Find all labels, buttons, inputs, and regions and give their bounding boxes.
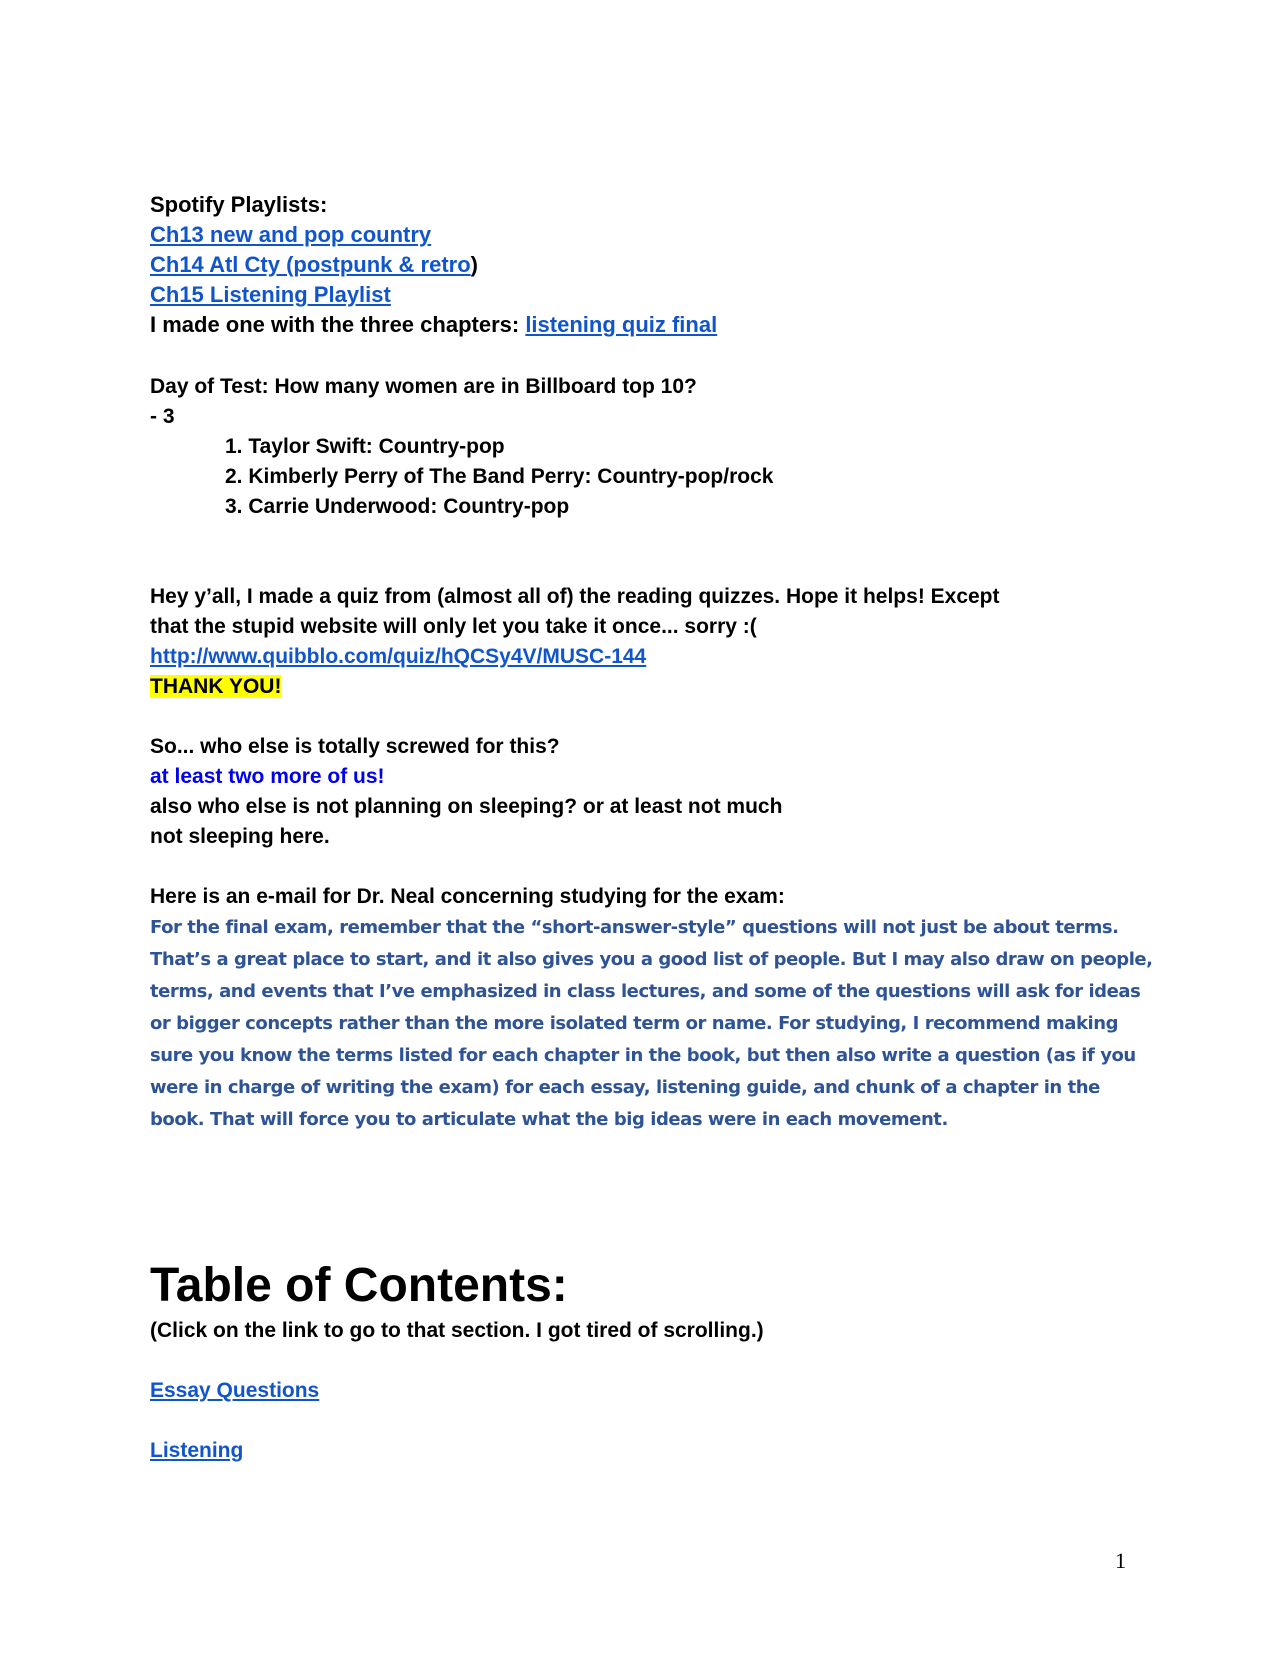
spotify-heading: Spotify Playlists: — [150, 192, 328, 217]
email-line: That’s a great place to start, and it also gives you a good list of people. But I may also draw on people, — [150, 949, 1153, 970]
toc-title: Table of Contents: — [150, 1259, 568, 1312]
listening-quiz-final-link[interactable]: listening quiz final — [525, 312, 718, 337]
email-intro: Here is an e-mail for Dr. Neal concerning studying for the exam: — [150, 885, 785, 908]
email-body — [150, 912, 1153, 1136]
thank-you-highlight: THANK YOU! — [150, 675, 282, 698]
chat-reply-1: at least two more of us! — [150, 765, 385, 788]
billboard-women-list — [150, 432, 1130, 522]
chat-question-2: also who else is not planning on sleeping? or at least not much — [150, 795, 783, 818]
chat-reply-2: not sleeping here. — [150, 825, 330, 848]
list-item: 3. Carrie Underwood: Country-pop — [225, 495, 570, 518]
quiz-note-line-2: that the stupid website will only let you take it once... sorry :( — [150, 615, 757, 638]
ch14-suffix: ) — [470, 252, 478, 277]
quiz-note-line-1: Hey y’all, I made a quiz from (almost all of) the reading quizzes. Hope it helps! Except — [150, 585, 1000, 608]
email-line: terms, and events that I’ve emphasized in class lectures, and some of the questions will ask for ideas — [150, 981, 1141, 1002]
chat-question-1: So... who else is totally screwed for this? — [150, 735, 560, 758]
combined-playlist-label: I made one with the three chapters: — [150, 312, 526, 337]
toc-link-listening[interactable]: Listening — [150, 1439, 244, 1462]
email-line: sure you know the terms listed for each chapter in the book, but then also write a question (as if you — [150, 1045, 1136, 1066]
list-item: 2. Kimberly Perry of The Band Perry: Country-pop/rock — [225, 465, 774, 488]
ch15-playlist-link[interactable]: Ch15 Listening Playlist — [150, 282, 391, 307]
email-line: were in charge of writing the exam) for each essay, listening guide, and chunk of a chapter in the — [150, 1077, 1100, 1098]
document-page — [150, 190, 1153, 1466]
ch13-playlist-link[interactable]: Ch13 new and pop country — [150, 222, 432, 247]
test-day-answer: - 3 — [150, 405, 175, 428]
email-line: or bigger concepts rather than the more isolated term or name. For studying, I recommend making — [150, 1013, 1119, 1034]
email-line: book. That will force you to articulate what the big ideas were in each movement. — [150, 1109, 948, 1130]
page-number: 1 — [1115, 1548, 1126, 1573]
email-line: For the final exam, remember that the “short-answer-style” questions will not just be about terms. — [150, 917, 1119, 938]
list-item: 1. Taylor Swift: Country-pop — [225, 435, 505, 458]
toc-subtitle: (Click on the link to go to that section. I got tired of scrolling.) — [150, 1319, 764, 1342]
toc-link-essay-questions[interactable]: Essay Questions — [150, 1379, 320, 1402]
quiz-url-link[interactable]: http://www.quibblo.com/quiz/hQCSy4V/MUSC-144 — [150, 645, 647, 668]
test-day-question: Day of Test: How many women are in Billboard top 10? — [150, 375, 697, 398]
ch14-playlist-link[interactable]: Ch14 Atl Cty (postpunk & retro — [150, 252, 471, 277]
